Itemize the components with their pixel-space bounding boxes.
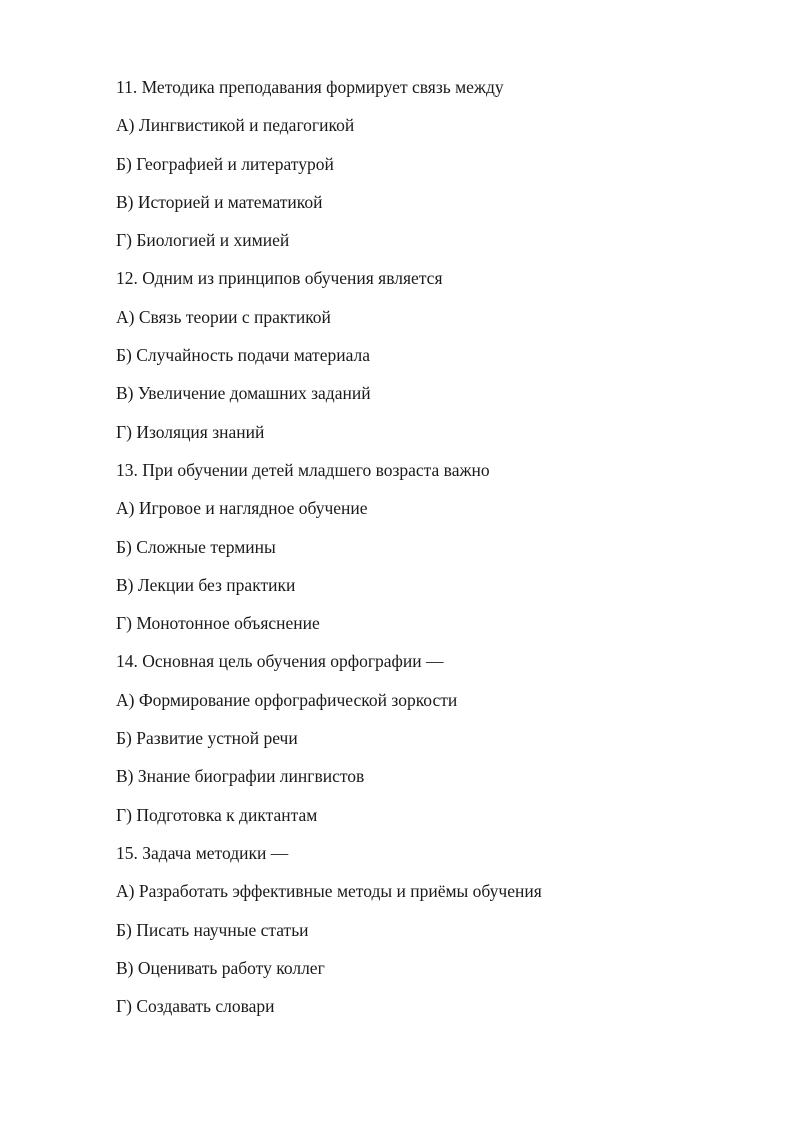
question-text: 14. Основная цель обучения орфографии —	[116, 651, 444, 672]
answer-option: Г) Изоляция знаний	[116, 421, 265, 442]
question-text: 15. Задача методики —	[116, 842, 289, 863]
answer-option: В) Оценивать работу коллег	[116, 957, 325, 978]
question-text: 12. Одним из принципов обучения является	[116, 268, 443, 289]
question-text: 11. Методика преподавания формирует связь между	[116, 77, 504, 97]
answer-option: А) Разработать эффективные методы и приёмы обучения	[116, 881, 542, 902]
question-text: 13. При обучении детей младшего возраста важно	[116, 459, 490, 480]
answer-option: Б) Писать научные статьи	[116, 919, 309, 940]
answer-option: А) Связь теории с практикой	[116, 306, 331, 327]
answer-option: В) Лекции без практики	[116, 574, 296, 595]
answer-option: Г) Создавать словари	[116, 996, 275, 1017]
answer-option: Б) Случайность подачи материала	[116, 345, 371, 366]
answer-option: В) Увеличение домашних заданий	[116, 383, 371, 404]
answer-option: А) Формирование орфографической зоркости	[116, 689, 458, 710]
answer-option: А) Игровое и наглядное обучение	[116, 498, 368, 519]
document-page	[116, 74, 756, 1031]
answer-option: Г) Подготовка к диктантам	[116, 804, 318, 825]
answer-option: Г) Биологией и химией	[116, 230, 290, 251]
answer-option: Б) Сложные термины	[116, 536, 276, 557]
answer-option: А) Лингвистикой и педагогикой	[116, 115, 355, 136]
answer-option: Г) Монотонное объяснение	[116, 613, 320, 634]
answer-option: Б) Географией и литературой	[116, 153, 334, 174]
answer-option: Б) Развитие устной речи	[116, 728, 298, 749]
answer-option: В) Историей и математикой	[116, 191, 323, 212]
answer-option: В) Знание биографии лингвистов	[116, 766, 365, 787]
